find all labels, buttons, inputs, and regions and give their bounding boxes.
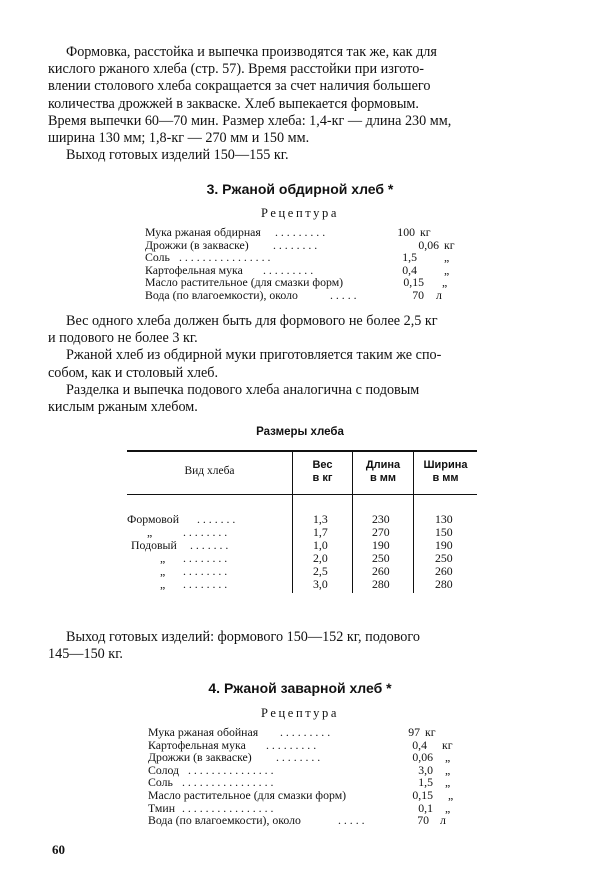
text-line: Ржаной хлеб из обдирной муки приготовляется таким же спо-: [66, 347, 442, 364]
leader-dots: . . . . . . .: [197, 512, 236, 526]
intro-line: Формовка, расстойка и выпечка производятся так же, как для: [66, 44, 437, 60]
section-3-recipe: [145, 226, 475, 302]
ingredient-qty: 3,0: [418, 762, 433, 777]
cell-width: 130: [435, 512, 453, 526]
cell-weight: 2,5: [313, 564, 328, 578]
section-4-recipe-label: Рецептура: [260, 706, 339, 720]
ingredient-unit: „: [445, 750, 451, 765]
text-line: и подового не более 3 кг.: [48, 330, 198, 347]
header-line: Вес: [312, 459, 333, 471]
row-label: „: [160, 577, 166, 591]
ingredient-qty: 0,4: [412, 737, 427, 752]
intro-line: кислого ржаного хлеба (стр. 57). Время расстойки при изгото-: [48, 61, 425, 78]
cell-width: 260: [435, 564, 453, 578]
ingredient-qty: 70: [417, 813, 429, 828]
ingredient-name: Вода (по влагоемкости), около: [148, 813, 301, 828]
ingredient-unit: „: [444, 262, 450, 277]
header-width: [414, 459, 477, 485]
ingredient-name: Масло растительное (для смазки форм): [145, 275, 344, 290]
ingredient-qty: 0,06: [412, 750, 433, 765]
leader-dots: . . . . . . . . .: [280, 725, 331, 739]
cell-length: 270: [372, 525, 390, 539]
ingredient-name: Картофельная мука: [148, 737, 246, 752]
row-label: „: [160, 564, 166, 578]
ingredient-qty: 1,5: [402, 250, 417, 265]
header-weight: [293, 459, 352, 485]
cell-weight: 2,0: [313, 551, 328, 565]
ingredient-qty: 70: [412, 287, 424, 302]
ingredient-unit: „: [444, 250, 450, 265]
intro-line: количества дрожжей в закваске. Хлеб выпекается формовым.: [48, 95, 419, 112]
page-number: 60: [52, 842, 65, 857]
cell-length: 250: [372, 551, 390, 565]
cell-length: 280: [372, 577, 390, 591]
ingredient-unit: „: [445, 762, 451, 777]
recipe-row: [145, 251, 475, 264]
leader-dots: . . . . . . . . . . . . . . .: [188, 762, 274, 777]
ingredient-name: Солод: [148, 762, 180, 777]
ingredient-unit: л: [436, 287, 442, 302]
text-line: Вес одного хлеба должен быть для формового не более 2,5 кг: [66, 313, 438, 329]
recipe-row: [145, 289, 475, 302]
ingredient-unit: „: [445, 800, 451, 815]
ingredient-unit: кг: [420, 225, 431, 239]
recipe-row: [148, 726, 478, 739]
recipe-row: [148, 814, 478, 827]
text-line: собом, как и столовый хлеб.: [48, 364, 219, 381]
leader-dots: . . . . . . . .: [183, 577, 228, 591]
section-4-title: 4. Ржаной заварной хлеб *: [208, 680, 392, 696]
recipe-row: [145, 226, 475, 239]
ingredient-name: Соль: [145, 250, 170, 265]
leader-dots: . . . . . . . . .: [275, 225, 326, 239]
leader-dots: . . . . . . . . . . . . . . . .: [182, 775, 274, 790]
ingredient-unit: л: [440, 813, 446, 828]
ingredient-name: Мука ржаная обойная: [148, 725, 259, 739]
ingredient-unit: кг: [425, 725, 436, 739]
leader-dots: . . . . .: [330, 287, 357, 302]
leader-dots: . . . . . . . .: [183, 525, 228, 539]
text-line: кислым ржаным хлебом.: [48, 399, 198, 416]
ingredient-name: Дрожжи (в закваске): [145, 237, 249, 252]
cell-width: 250: [435, 551, 453, 565]
header-kind: Вид хлеба: [184, 465, 235, 477]
table-top-rule: [127, 450, 477, 452]
cell-length: 230: [372, 512, 390, 526]
leader-dots: . . . . . . . .: [183, 551, 228, 565]
section-4-recipe: [148, 726, 478, 827]
ingredient-qty: 0,06: [418, 237, 439, 252]
section-3-text: [48, 313, 551, 416]
header-line: Ширина: [423, 459, 468, 471]
cell-weight: 1,7: [313, 525, 328, 539]
ingredient-qty: 0,15: [403, 275, 424, 290]
ingredient-name: Соль: [148, 775, 173, 790]
leader-dots: . . . . . . . .: [183, 564, 228, 578]
ingredient-qty: 0,1: [418, 800, 433, 815]
ingredient-name: Тмин: [148, 800, 176, 815]
ingredient-qty: 0,4: [402, 262, 417, 277]
intro-line: ширина 130 мм; 1,8-кг — 270 мм и 150 мм.: [48, 130, 310, 147]
ingredient-name: Картофельная мука: [145, 262, 243, 277]
header-line: в кг: [312, 472, 333, 484]
ingredient-unit: „: [445, 775, 451, 790]
intro-line: Время выпечки 60—70 мин. Размер хлеба: 1,4-кг — длина 230 мм,: [48, 112, 452, 129]
cell-length: 190: [372, 538, 390, 552]
cell-weight: 3,0: [313, 577, 328, 591]
text-line: Разделка и выпечка подового хлеба аналогична с подовым: [66, 381, 420, 398]
leader-dots: . . . . . . .: [190, 538, 229, 552]
intro-line: влении столового хлеба сокращается за счет наличия большего: [48, 78, 431, 95]
recipe-row: [148, 789, 478, 802]
row-label: „: [160, 551, 166, 565]
ingredient-unit: „: [442, 275, 448, 290]
cell-weight: 1,3: [313, 512, 328, 526]
text-line: Выход готовых изделий: формового 150—152 кг, подового: [66, 629, 420, 645]
cell-width: 150: [435, 525, 453, 539]
row-label: Формовой: [127, 512, 180, 526]
ingredient-name: Дрожжи (в закваске): [148, 750, 252, 765]
leader-dots: . . . . . . . .: [273, 237, 318, 252]
ingredient-name: Мука ржаная обдирная: [145, 225, 261, 239]
ingredient-name: Вода (по влагоемкости), около: [145, 287, 298, 302]
section-3-title: 3. Ржаной обдирной хлеб *: [206, 181, 394, 197]
ingredient-qty: 97: [408, 725, 420, 739]
ingredient-unit: кг: [442, 737, 453, 752]
text-line: 145—150 кг.: [48, 646, 123, 663]
cell-length: 260: [372, 564, 390, 578]
leader-dots: . . . . .: [338, 813, 365, 828]
section-3-recipe-label: Рецептура: [260, 206, 339, 220]
row-label: „: [147, 525, 153, 539]
leader-dots: . . . . . . . . . . . . . . . .: [179, 250, 271, 265]
ingredient-unit: кг: [444, 237, 455, 252]
header-length: [353, 459, 413, 485]
table-title: Размеры хлеба: [256, 426, 344, 438]
leader-dots: . . . . . . . .: [276, 750, 321, 765]
intro-yield: Выход готовых изделий 150—155 кг.: [66, 147, 289, 164]
table-header-rule: [127, 494, 477, 495]
ingredient-qty: 0,15: [412, 787, 433, 802]
ingredient-qty: 100: [397, 225, 415, 239]
cell-width: 190: [435, 538, 453, 552]
cell-width: 280: [435, 577, 453, 591]
intro-paragraph: [48, 44, 551, 164]
header-line: в мм: [369, 472, 397, 484]
ingredient-unit: „: [448, 787, 454, 802]
row-label: Подовый: [131, 538, 177, 552]
ingredient-name: Масло растительное (для смазки форм): [148, 787, 347, 802]
recipe-row: [148, 751, 478, 764]
ingredient-qty: 1,5: [418, 775, 433, 790]
leader-dots: . . . . . . . . .: [263, 262, 314, 277]
header-line: Длина: [365, 459, 401, 471]
leader-dots: . . . . . . . . . . . . . . . .: [182, 800, 274, 815]
cell-weight: 1,0: [313, 538, 328, 552]
yield-paragraph: [48, 629, 551, 663]
header-line: в мм: [432, 472, 459, 484]
leader-dots: . . . . . . . . .: [266, 737, 317, 752]
